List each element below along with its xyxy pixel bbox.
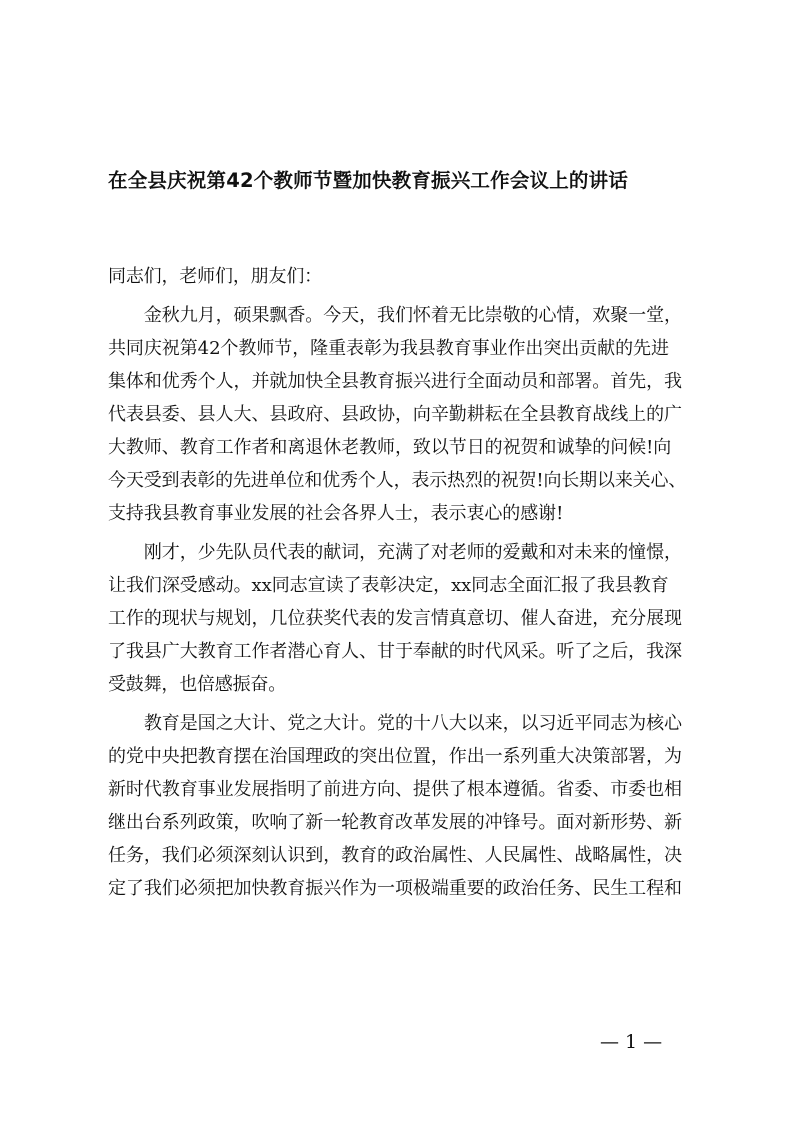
body-line: 教育是国之大计、党之大计。党的十八大以来，以习近平同志为核心 <box>108 713 682 734</box>
body-line: 今天受到表彰的先进单位和优秀个人，表示热烈的祝贺!向长期以来关心、 <box>108 470 687 491</box>
body-line: 定了我们必须把加快教育振兴作为一项极端重要的政治任务、民生工程和 <box>108 878 682 899</box>
body-line: 继出台系列政策，吹响了新一轮教育改革发展的冲锋号。面对新形势、新 <box>108 812 682 833</box>
body-line: 大教师、教育工作者和离退休老教师，致以节日的祝贺和诚挚的问候!向 <box>108 437 672 458</box>
body-line: 受鼓舞，也倍感振奋。 <box>108 674 286 695</box>
body-line: 共同庆祝第42个教师节，隆重表彰为我县教育事业作出突出贡献的先进 <box>108 338 669 359</box>
document-title: 在全县庆祝第42个教师节暨加快教育振兴工作会议上的讲话 <box>108 169 629 192</box>
body-line: 代表县委、县人大、县政府、县政协，向辛勤耕耘在全县教育战线上的广 <box>108 404 682 425</box>
body-line: 的党中央把教育摆在治国理政的突出位置，作出一系列重大决策部署，为 <box>108 746 682 767</box>
body-line: 了我县广大教育工作者潜心育人、甘于奉献的时代风采。听了之后，我深 <box>108 641 682 662</box>
body-line: 金秋九月，硕果飘香。今天，我们怀着无比崇敬的心情，欢聚一堂， <box>108 305 682 326</box>
body-line: 任务，我们必须深刻认识到，教育的政治属性、人民属性、战略属性，决 <box>108 845 682 866</box>
body-line: 集体和优秀个人，并就加快全县教育振兴进行全面动员和部署。首先，我 <box>108 371 682 392</box>
body-line: 工作的现状与规划，几位获奖代表的发言情真意切、催人奋进，充分展现 <box>108 608 682 629</box>
body-line: 刚才，少先队员代表的献词，充满了对老师的爱戴和对未来的憧憬， <box>108 542 682 563</box>
body-line: 支持我县教育事业发展的社会各界人士，表示衷心的感谢! <box>108 503 564 524</box>
page-number: — 1 — <box>600 1031 663 1053</box>
greeting-line: 同志们，老师们，朋友们： <box>108 266 322 287</box>
body-line: 让我们深受感动。xx同志宣读了表彰决定，xx同志全面汇报了我县教育 <box>108 575 669 596</box>
body-line: 新时代教育事业发展指明了前进方向、提供了根本遵循。省委、市委也相 <box>108 779 682 800</box>
